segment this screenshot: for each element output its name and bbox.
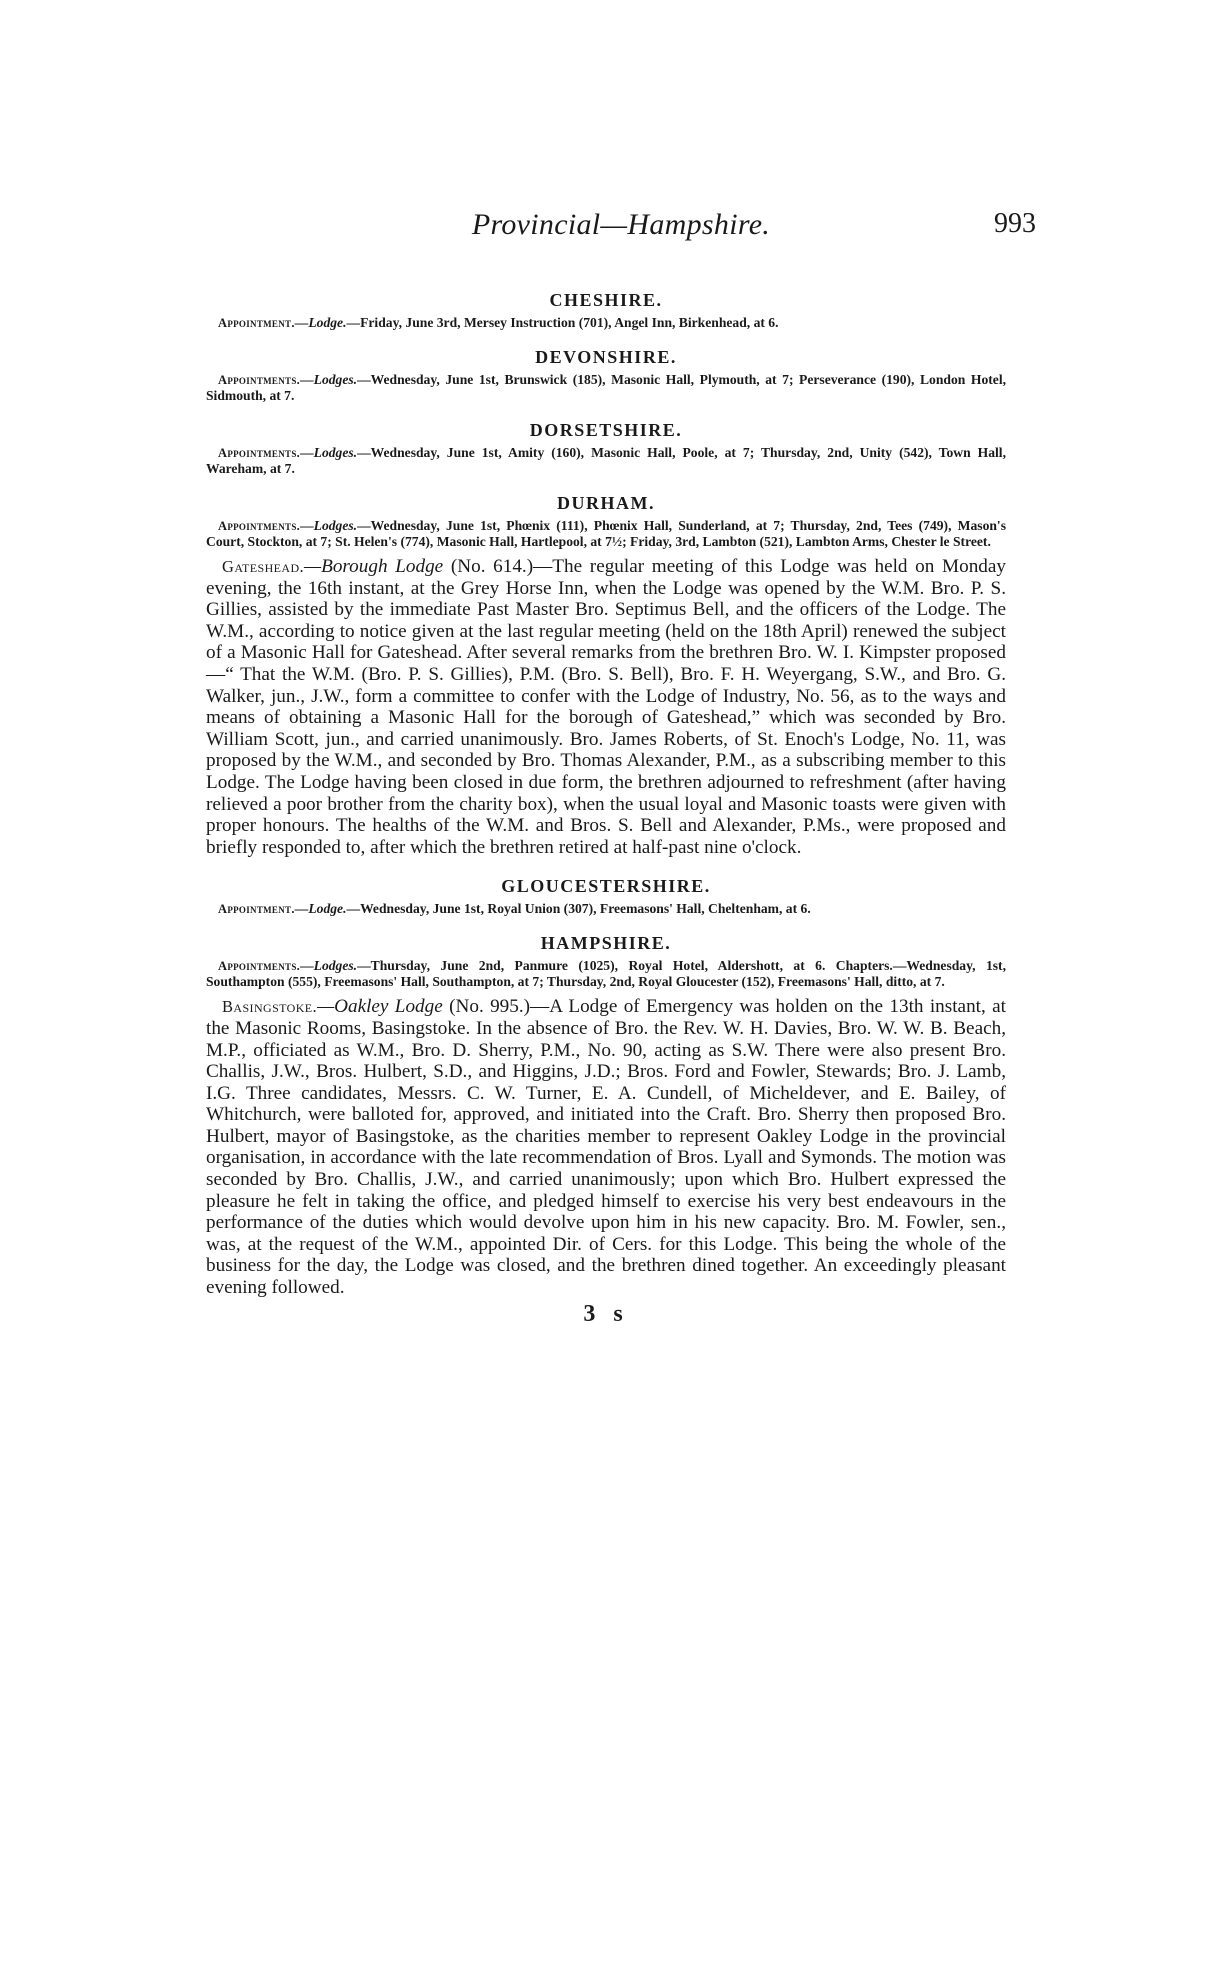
report-title: —Borough Lodge xyxy=(304,556,444,577)
page-number: 993 xyxy=(994,208,1036,239)
appointment-label: —Lodge. xyxy=(294,901,347,917)
appointment-text: —Wednesday, June 1st, Amity (160), Masonic Hall, Poole, at 7; Thursday, 2nd, Unity (542), Town Hall, Wareham, at 7. xyxy=(206,445,1006,476)
report-title: —Oakley Lodge xyxy=(317,996,443,1018)
appointment-label: —Lodges. xyxy=(300,958,358,974)
section-heading-dorsetshire: DORSETSHIRE. xyxy=(529,420,683,440)
report-lead: Basingstoke. xyxy=(222,997,318,1017)
appointment-lead: Appointments. xyxy=(218,959,301,974)
section-heading-gloucestershire: GLOUCESTERSHIRE. xyxy=(501,876,711,897)
text-column xyxy=(206,288,1006,1328)
section-heading-hampshire: HAMPSHIRE. xyxy=(540,933,672,954)
appointment-text: —Friday, June 3rd, Mersey Instruction (701), Angel Inn, Birkenhead, at 6. xyxy=(346,315,779,330)
appointment-lead: Appointments. xyxy=(218,446,301,460)
appointment-text: —Wednesday, June 1st, Royal Union (307), Freemasons' Hall, Cheltenham, at 6. xyxy=(346,901,811,917)
report-gateshead xyxy=(206,556,1006,858)
section-heading-durham: DURHAM. xyxy=(557,493,655,513)
appointment-devonshire xyxy=(206,372,1006,404)
appointment-hampshire xyxy=(206,958,1006,990)
appointment-durham xyxy=(206,518,1006,550)
appointment-lead: Appointment. xyxy=(218,316,295,330)
report-text: (No. 614.)—The regular meeting of this Lodge was held on Monday evening, the 16th instant, at the Grey Horse Inn, when the Lodge was opened by the W.M. Bro. P. S. Gillies, assisted by the immediate Past Master Bro. Septimus Bell, and the officers of the Lodge. The W.M., according to notice given at the last regular meeting (held on the 18th April) renewed the subject of a Masonic Hall for Gateshead. After several remarks from the brethren Bro. W. I. Kimpster proposed—“ That the W.M. (Bro. P. S. Gillies), P.M. (Bro. S. Bell), Bro. F. H. Weyergang, S.W., and Bro. G. Walker, jun., J.W., form a committee to confer with the Lodge of Industry, No. 56, as to the ways and means of obtaining a Masonic Hall for the borough of Gateshead,” which was seconded by Bro. William Scott, jun., and carried unanimously. Bro. James Roberts, of St. Enoch's Lodge, No. 11, was proposed by the W.M., and seconded by Bro. Thomas Alexander, P.M., as a subscribing member to this Lodge. The Lodge having been closed in due form, the brethren adjourned to refreshment (after having relieved a poor brother from the charity box), when the usual loyal and Masonic toasts were given with proper honours. The healths of the W.M. and Bros. S. Bell and Alexander, P.Ms., were proposed and briefly responded to, after which the brethren retired at half-past nine o'clock. xyxy=(206,556,1006,858)
appointment-dorsetshire xyxy=(206,445,1006,477)
appointment-text: —Wednesday, June 1st, Brunswick (185), Masonic Hall, Plymouth, at 7; Perseverance (190), London Hotel, Sidmouth, at 7. xyxy=(206,372,1006,403)
running-title: Provincial—Hampshire. xyxy=(471,208,771,241)
section-heading-cheshire: CHESHIRE. xyxy=(549,290,663,310)
appointment-label: —Lodge. xyxy=(294,315,347,330)
appointment-gloucestershire xyxy=(206,901,1006,917)
appointment-lead: Appointments. xyxy=(218,519,301,533)
section-heading-devonshire: DEVONSHIRE. xyxy=(535,347,677,367)
appointment-text: —Wednesday, June 1st, Phœnix (111), Phœnix Hall, Sunderland, at 7; Thursday, 2nd, Tees (749), Mason's Court, Stockton, at 7; St. Helen's (774), Masonic Hall, Hartlepool, at 7½; Friday, 3rd, Lambton (521), Lambton Arms, Chester le Street. xyxy=(206,518,1006,549)
page-header xyxy=(206,208,1036,248)
signature-mark: 3 s xyxy=(583,1300,629,1327)
appointment-cheshire xyxy=(206,315,1006,331)
report-text: (No. 995.)—A Lodge of Emergency was holden on the 13th instant, at the Masonic Rooms, Basingstoke. In the absence of Bro. the Rev. W. H. Davies, Bro. W. W. B. Beach, M.P., officiated as W.M., Bro. D. Sherry, P.M., No. 90, acting as S.W. There were also present Bro. Challis, J.W., Bros. Hulbert, S.D., and Higgins, J.D.; Bros. Ford and Fowler, Stewards; Bro. J. Lamb, I.G. Three candidates, Messrs. C. W. Turner, E. A. Cundell, of Micheldever, and E. Bailey, of Whitchurch, were balloted for, approved, and initiated into the Craft. Bro. Sherry then proposed Bro. Hulbert, mayor of Basingstoke, as the charities member to represent Oakley Lodge in the provincial organisation, in accordance with the late recommendation of Bros. Lyall and Symonds. The motion was seconded by Bro. Challis, J.W., and carried unanimously; upon which Bro. Hulbert expressed the pleasure he felt in taking the office, and pledged himself to exercise his very best endeavours in the performance of the duties which would devolve upon him in his new capacity. Bro. M. Fowler, sen., was, at the request of the W.M., appointed Dir. of Cers. for this Lodge. This being the whole of the business for the day, the Lodge was closed, and the brethren dined together. An exceedingly pleasant evening followed. xyxy=(206,996,1006,1299)
appointment-lead: Appointments. xyxy=(218,373,301,387)
report-basingstoke xyxy=(206,996,1006,1298)
appointment-label: —Lodges. xyxy=(300,372,358,387)
appointment-lead: Appointment. xyxy=(218,902,295,917)
appointment-text: —Thursday, June 2nd, Panmure (1025), Royal Hotel, Aldershott, at 6. Chapters.—Wednesday, 1st, Southampton (555), Freemasons' Hall, Southampton, at 7; Thursday, 2nd, Royal Gloucester (152), Freemasons' Hall, ditto, at 7. xyxy=(206,958,1006,990)
appointment-label: —Lodges. xyxy=(300,518,358,533)
report-lead: Gateshead. xyxy=(222,557,305,576)
appointment-label: —Lodges. xyxy=(300,445,358,460)
